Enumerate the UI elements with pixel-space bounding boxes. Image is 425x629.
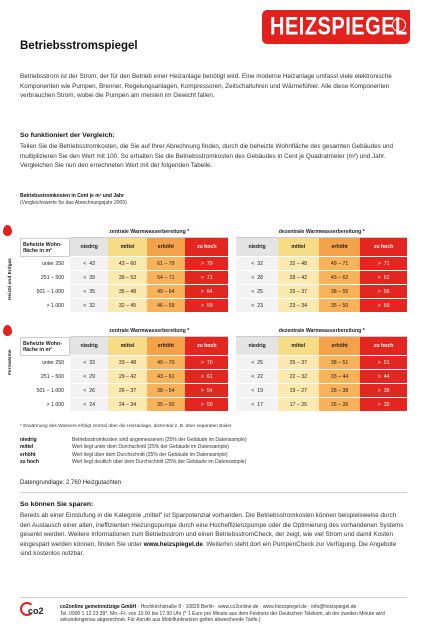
table-row (20, 398, 407, 412)
col-header: mittel (278, 238, 319, 257)
table-cell: > 44 (378, 374, 390, 380)
heizspiegel-logo (262, 10, 410, 44)
table-cell: 26 – 35 (319, 398, 360, 412)
table-cell: < 17 (251, 402, 263, 408)
area-range: 501 – 1.000 (20, 384, 70, 398)
table-row (20, 257, 407, 271)
table-row (20, 285, 407, 299)
area-range: > 1.000 (20, 398, 70, 412)
table-cell: 35 – 50 (319, 299, 360, 313)
heizspiegel-link[interactable]: www.heizspiegel.de (143, 540, 203, 548)
table-cell: > 50 (378, 303, 390, 309)
table-cell: < 19 (251, 388, 263, 394)
comparison-paragraph: Teilen Sie die Betriebsstromkosten, die Sie auf Ihrer Abrechnung finden, durch die beheizte Wohnfläche des gesamten Gebäudes und multiplizieren Sie den Wert mit 100. So erhalten Sie die Betriebsstromkosten des Gebäudes in Cent je Quadratmeter (m²) und Jahr. Vergleichen Sie nun den errechneten Wert mit der folgenden Tabelle. (20, 143, 394, 169)
table-cell: > 70 (201, 360, 213, 366)
saving-paragraph (20, 511, 405, 559)
table-cell: > 50 (201, 402, 213, 408)
table-cell: < 32 (251, 261, 263, 267)
table-cell: 43 – 61 (147, 370, 185, 384)
table-caption (20, 193, 127, 206)
table-cell: 49 – 71 (319, 257, 360, 271)
flame-icon (3, 225, 12, 236)
table-cell: 32 – 45 (108, 299, 146, 313)
col-header: niedrig (236, 238, 277, 257)
legend-value: Wert liegt über dem Durchschnitt (25% der Gebäude im Datensample) (72, 451, 228, 458)
table-cell: 25 – 37 (278, 285, 319, 299)
table-cell: > 64 (201, 289, 213, 295)
table-row (20, 299, 407, 313)
area-range: 251 – 500 (20, 370, 70, 384)
area-range: unter 250 (20, 257, 70, 271)
divider (20, 597, 407, 598)
col-header: niedrig (236, 337, 277, 356)
table-caption-title: Betriebsstromkosten in Cent je m² und Jahr (20, 193, 124, 199)
table-cell: 43 – 60 (108, 257, 146, 271)
table-cell: < 39 (83, 275, 95, 281)
footer-line-2: Tel. 0900 1 12 23 39*, Mo.–Fr. von 10.00 bis 17.00 Uhr (* 1 Euro pro Minute aus dem Festnetz der Deutschen Telekom, ab der zweiten Minute wird sekundengenau abgerechnet. Für Anrufe aus Mobilfunknetzen gelten abweichende Tarife.) (60, 610, 385, 623)
table-group-row (20, 227, 407, 238)
table-cell: 35 – 50 (147, 398, 185, 412)
table-cell: 28 – 42 (278, 271, 319, 285)
data-basis: Datengrundlage: 2.760 Heizgutachten (20, 480, 122, 486)
table-cell: 38 – 51 (319, 356, 360, 370)
table-cell: 28 – 38 (319, 384, 360, 398)
intro-paragraph: Betriebsstrom ist der Strom, der für den Betrieb einer Heizanlage benötigt wird. Eine moderne Heizanlage umfasst viele elektronische Komponenten wie Pumpen, Brenner, Regelungsanlagen, Kompressoren, Zeitschaltuhren und Wärmefühler. Alle diese Komponenten verbrauchen Strom, wobei die Pumpen am meisten im Gewicht fallen. (20, 73, 392, 99)
table-cell: 33 – 48 (108, 356, 146, 370)
table-cell: < 43 (83, 261, 95, 267)
col-header: mittel (108, 238, 146, 257)
table-cell: 46 – 59 (147, 299, 185, 313)
col-header: zu hoch (360, 337, 407, 356)
table-cell: > 61 (201, 374, 213, 380)
table-cell: 35 – 48 (108, 285, 146, 299)
flame-icon (3, 325, 12, 336)
legend (20, 437, 247, 467)
area-range: 501 – 1.000 (20, 285, 70, 299)
legend-key: erhöht (20, 451, 36, 458)
table-cell: < 24 (83, 402, 95, 408)
area-header: Beheizte Wohn-fläche in m² (20, 238, 70, 257)
page-title: Betriebsstromspiegel (20, 40, 138, 52)
table-cell: < 25 (251, 289, 263, 295)
saving-text-b: . Weiterhin steht dort ein PumpenCheck zur Verfügung. Die Angebote sind kostenlos nutzbar. (20, 540, 397, 557)
table-cell: 38 – 54 (147, 384, 185, 398)
table-cell: 61 – 79 (147, 257, 185, 271)
table-cell: > 79 (201, 261, 213, 267)
saving-text-a: Bereits ab einer Einstufung in die Kategorie „mittel“ ist Sparpotenzial vorhanden. Die Betriebsstromkosten können beispielsweise durch den Austausch einer alten, ineffizienten Heizungspumpe durch eine Hocheffizienzpumpe oder die Optimierung des vorhandenen Systems gesenkt werden. Weitere Informationen zum Betriebsstrom und einen BetriebsstromCheck, der zeigt, wie viel Strom und damit Kosten eingespart werden können, finden Sie unter (20, 512, 404, 548)
legend-item (20, 444, 247, 451)
footer-address: · Hochkirchstraße 9 · 10829 Berlin · www.co2online.de · www.heizspiegel.de · info@heizspiegel.de (136, 604, 357, 610)
table-cell: 17 – 25 (278, 398, 319, 412)
table-cell: 54 – 71 (147, 271, 185, 285)
legend-key: niedrig (20, 437, 37, 443)
footer-org: co2online gemeinnützige GmbH (60, 604, 137, 610)
table-cell: 49 – 70 (147, 356, 185, 370)
legend-item (20, 437, 247, 444)
table-cell: 38 – 55 (319, 285, 360, 299)
table-header-row (20, 337, 407, 356)
table-cell: 32 – 48 (278, 257, 319, 271)
table-cell: > 71 (201, 275, 213, 281)
table-row (20, 370, 407, 384)
table-cell: 39 – 53 (108, 271, 146, 285)
legend-value: Betriebsstromkosten sind angemessenen (25% der Gebäude im Datensample) (72, 437, 247, 443)
table-cell: > 62 (378, 275, 390, 281)
table-cell: > 51 (378, 360, 390, 366)
table-cell: 26 – 37 (108, 384, 146, 398)
table-cell: 49 – 64 (147, 285, 185, 299)
group-decentral: dezentrale Warmwasserbereitung * (236, 326, 407, 337)
col-header: erhöht (147, 238, 185, 257)
table-cell: < 33 (83, 360, 95, 366)
section-heading-saving: So können Sie sparen: (20, 501, 94, 508)
table-cell: 33 – 44 (319, 370, 360, 384)
table-cell: > 56 (378, 289, 390, 295)
legend-key: mittel (20, 444, 34, 451)
group-central: zentrale Warmwasserbereitung * (70, 227, 228, 238)
side-label-district-heating: Fernwärme (8, 349, 13, 375)
table-footnote: * Erwärmung des Wassers erfolgt zentral über die Heizanlage, dezentral z. B. über separaten Boiler (20, 424, 232, 429)
table-caption-subtitle: (Vergleichswerte für das Abrechnungsjahr 2009) (20, 199, 127, 206)
col-header: erhöht (319, 337, 360, 356)
col-header: zu hoch (185, 238, 228, 257)
table-cell: 25 – 37 (278, 356, 319, 370)
table-cell: < 35 (83, 289, 95, 295)
cost-table-oil-gas (20, 227, 407, 313)
table-row (20, 356, 407, 370)
area-header: Beheizte Wohn-fläche in m² (20, 337, 70, 356)
col-header: niedrig (70, 238, 108, 257)
area-range: > 1.000 (20, 299, 70, 313)
table-cell: < 26 (83, 388, 95, 394)
col-header: erhöht (319, 238, 360, 257)
table-cell: < 22 (251, 374, 263, 380)
table-cell: 43 – 62 (319, 271, 360, 285)
cost-table-district-heating (20, 326, 407, 412)
legend-value: Wert liegt deutlich über dem Durchschnitt (25% der Gebäude im Datensample) (72, 459, 247, 466)
table-header-row (20, 238, 407, 257)
table-cell: 24 – 34 (108, 398, 146, 412)
table-cell: 19 – 27 (278, 384, 319, 398)
col-header: erhöht (147, 337, 185, 356)
table-cell: 22 – 32 (278, 370, 319, 384)
col-header: mittel (108, 337, 146, 356)
table-row (20, 271, 407, 285)
table-cell: < 23 (251, 303, 263, 309)
co2online-logo (20, 602, 50, 620)
col-header: zu hoch (185, 337, 228, 356)
footer-text (60, 604, 410, 624)
legend-item (20, 452, 247, 459)
table-cell: 29 – 42 (108, 370, 146, 384)
area-range: 251 – 500 (20, 271, 70, 285)
logo-text: HEIZSPIEGEL (270, 12, 408, 41)
side-label-oil-gas: Heizöl und Erdgas (8, 258, 13, 300)
logo-badge-icon (392, 18, 406, 32)
table-cell: < 32 (83, 303, 95, 309)
table-cell: > 35 (378, 402, 390, 408)
legend-value: Wert liegt unter dem Durchschnitt (25% der Gebäude im Datensample) (72, 444, 229, 451)
area-range: unter 250 (20, 356, 70, 370)
table-group-row (20, 326, 407, 337)
table-cell: > 38 (378, 388, 390, 394)
co2-logo-text: co2 (28, 606, 44, 616)
section-heading-comparison: So funktioniert der Vergleich: (20, 132, 115, 139)
col-header: zu hoch (360, 238, 407, 257)
table-cell: > 54 (201, 388, 213, 394)
legend-item (20, 459, 247, 466)
group-central: zentrale Warmwasserbereitung * (70, 326, 228, 337)
table-cell: 23 – 34 (278, 299, 319, 313)
col-header: niedrig (70, 337, 108, 356)
table-cell: < 25 (251, 360, 263, 366)
col-header: mittel (278, 337, 319, 356)
table-cell: < 28 (251, 275, 263, 281)
group-decentral: dezentrale Warmwasserbereitung * (236, 227, 407, 238)
table-cell: < 29 (83, 374, 95, 380)
table-cell: > 59 (201, 303, 213, 309)
table-cell: > 71 (378, 261, 390, 267)
divider (20, 492, 407, 493)
legend-key: zu hoch (20, 459, 39, 466)
table-row (20, 384, 407, 398)
